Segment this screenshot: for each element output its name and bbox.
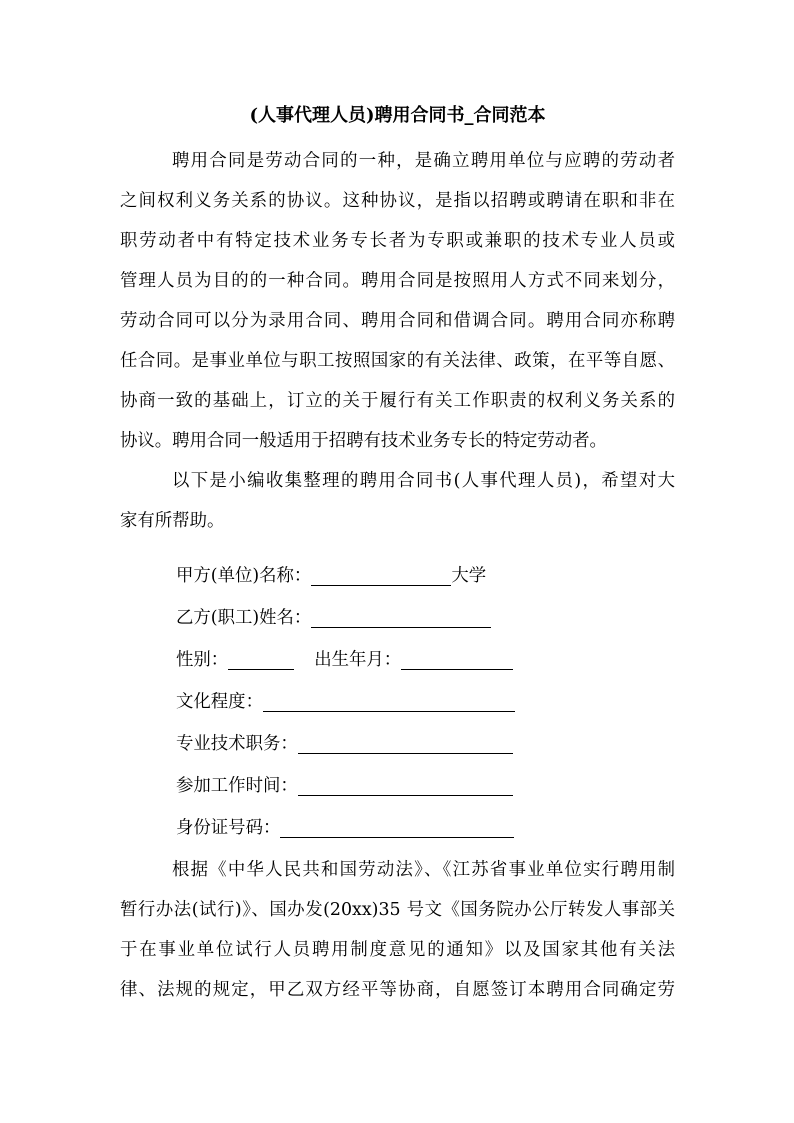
title-blank[interactable] xyxy=(298,731,513,754)
basis-line: 于在事业单位试行人员聘用制度意见的通知》以及国家其他有关法 xyxy=(120,940,675,960)
lead-line: 家有所帮助。 xyxy=(120,511,225,531)
intro-line: 聘用合同是劳动合同的一种，是确立聘用单位与应聘的劳动者 xyxy=(172,151,675,171)
intro-line: 劳动合同可以分为录用合同、聘用合同和借调合同。聘用合同亦称聘 xyxy=(120,311,675,331)
intro-line: 之间权利义务关系的协议。这种协议，是指以招聘或聘请在职和非在 xyxy=(120,191,675,211)
party-a-label: 甲方(单位)名称： xyxy=(176,566,312,586)
party-a-suffix: 大学 xyxy=(451,566,487,586)
intro-line: 任合同。是事业单位与职工按照国家的有关法律、政策，在平等自愿、 xyxy=(120,351,675,371)
basis-line: 根据《中华人民共和国劳动法》、《江苏省事业单位实行聘用制 xyxy=(172,860,675,880)
gender-label: 性别： xyxy=(176,650,229,670)
party-a-blank[interactable] xyxy=(311,563,451,586)
intro-line: 协商一致的基础上，订立的关于履行有关工作职责的权利义务关系的 xyxy=(120,391,675,411)
id-blank[interactable] xyxy=(280,815,514,838)
birth-blank[interactable] xyxy=(401,647,513,670)
intro-line: 职劳动者中有特定技术业务专长者为专职或兼职的技术专业人员或 xyxy=(120,231,675,251)
work-start-blank[interactable] xyxy=(298,773,513,796)
basis-line: 暂行办法(试行)》、国办发(20xx)35 号文《国务院办公厅转发人事部关 xyxy=(120,900,675,920)
id-row xyxy=(176,813,514,843)
education-label: 文化程度： xyxy=(176,692,263,712)
work-start-label: 参加工作时间： xyxy=(176,776,298,796)
party-b-label: 乙方(职工)姓名： xyxy=(176,608,312,628)
intro-line: 协议。聘用合同一般适用于招聘有技术业务专长的特定劳动者。 xyxy=(120,431,607,451)
intro-line: 管理人员为目的的一种合同。聘用合同是按照用人方式不同来划分， xyxy=(120,271,675,291)
basis-line: 律、法规的规定，甲乙双方经平等协商，自愿签订本聘用合同确定劳 xyxy=(120,980,675,1000)
education-blank[interactable] xyxy=(263,689,515,712)
work-start-row xyxy=(176,771,513,801)
party-b-row xyxy=(176,603,491,633)
title-label: 专业技术职务： xyxy=(176,734,298,754)
birth-label: 出生年月： xyxy=(314,650,402,670)
id-label: 身份证号码： xyxy=(176,818,281,838)
gender-birth-row xyxy=(176,645,513,675)
party-b-blank[interactable] xyxy=(311,605,491,628)
document-title: (人事代理人员)聘用合同书_合同范本 xyxy=(249,105,546,126)
title-row xyxy=(176,729,513,759)
gender-blank[interactable] xyxy=(228,647,294,670)
education-row xyxy=(176,687,515,717)
party-a-row xyxy=(176,561,486,591)
lead-line: 以下是小编收集整理的聘用合同书(人事代理人员)，希望对大 xyxy=(172,471,675,491)
